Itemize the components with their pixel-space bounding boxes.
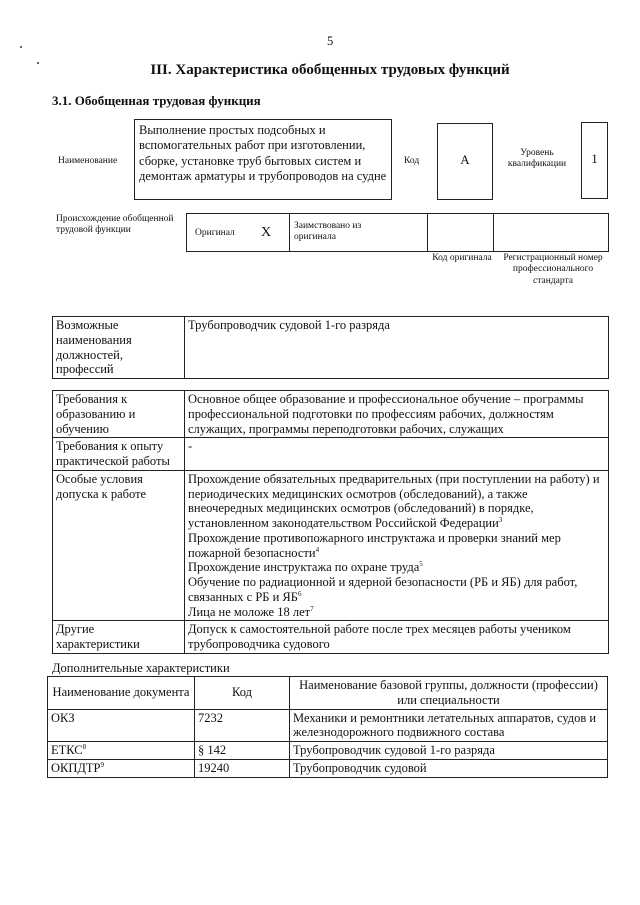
code-value: А	[460, 152, 470, 167]
original-mark: X	[261, 225, 272, 240]
row-name: Трубопроводчик судовой 1-го разряда	[290, 742, 608, 760]
level-value-box	[581, 122, 608, 199]
requirements-table	[52, 390, 609, 654]
footnote-ref: 4	[315, 545, 320, 554]
row-name: Механики и ремонтники летательных аппаратов, судов и железнодорожного подвижного состава	[290, 709, 608, 742]
header-document: Наименование документа	[48, 677, 195, 710]
row-document: ЕТКС$^8$	[48, 742, 195, 760]
education-value: Основное общее образование и профессиональное обучение – программы профессиональной подготовки по профессиям рабочих, должностям служащих, программы переподготовки рабочих, служащих	[185, 391, 609, 438]
positions-value: Трубопроводчик судовой 1-го разряда	[185, 317, 609, 379]
footnote-ref: 6	[297, 589, 302, 598]
special-item: Лица не моложе 18 лет$^7$	[188, 604, 314, 619]
table-row	[48, 759, 608, 777]
special-value	[185, 470, 609, 621]
table-row	[48, 709, 608, 742]
divider	[493, 214, 494, 251]
level-value: 1	[591, 151, 598, 166]
footnote-ref: 3	[498, 515, 503, 524]
borrowed-label: Заимствовано из оригинала	[294, 221, 362, 243]
other-value: Допуск к самостоятельной работе после трех месяцев работы учеником трубопроводчика судового	[185, 621, 609, 654]
divider	[427, 214, 428, 251]
row-code: 7232	[195, 709, 290, 742]
code-original-caption: Код оригинала	[432, 253, 492, 263]
level-label: Уровень квалификации	[507, 148, 567, 170]
additional-title: Дополнительные характеристики	[52, 661, 230, 675]
footnote-ref: 5	[419, 560, 423, 569]
experience-label: Требования к опыту практической работы	[53, 438, 185, 471]
additional-table	[47, 676, 608, 778]
special-item: Прохождение противопожарного инструктажа и проверки знаний мер пожарной безопасности$^4$	[188, 530, 561, 560]
page-number: 5	[327, 34, 334, 48]
row-name: Трубопроводчик судовой	[290, 759, 608, 777]
subsection-title: 3.1. Обобщенная трудовая функция	[52, 93, 261, 108]
special-item: Прохождение обязательных предварительных (при поступлении на работу) и периодических медицинских осмотров (обследований), а также внеочередных медицинских осмотров (обследований) в порядке, установленном законодательством Российской Федерации$^3$	[188, 471, 600, 530]
education-label: Требования к образованию и обучению	[53, 391, 185, 438]
special-item: Обучение по радиационной и ядерной безопасности (РБ и ЯБ) для работ, связанных с РБ и $ЯБ^6$	[188, 575, 578, 604]
scan-speck	[20, 46, 22, 48]
code-label: Код	[404, 156, 420, 166]
row-document: ОКЗ	[48, 709, 195, 742]
scan-speck	[37, 62, 39, 64]
row-code: § 142	[195, 742, 290, 760]
table-row	[48, 742, 608, 760]
experience-value: -	[185, 438, 609, 471]
row-document: ОКПДТР$^9$	[48, 759, 195, 777]
original-label: Оригинал	[195, 228, 235, 238]
positions-label: Возможные наименования должностей, профессий	[53, 317, 185, 379]
code-value-box	[437, 123, 493, 200]
section-title: III. Характеристика обобщенных трудовых функций	[150, 62, 510, 78]
divider	[289, 214, 290, 251]
header-name: Наименование базовой группы, должности (профессии) или специальности	[290, 677, 608, 710]
name-label: Наименование	[58, 156, 118, 166]
footnote-ref: 9	[100, 760, 105, 769]
footnote-ref: 8	[82, 742, 87, 751]
special-item: Прохождение инструктажа по охране труда$^5$	[188, 560, 423, 575]
origin-table	[186, 213, 609, 252]
other-label: Другие характеристики	[53, 621, 185, 654]
header-code: Код	[195, 677, 290, 710]
row-code: 19240	[195, 759, 290, 777]
reg-number-caption: Регистрационный номер профессионального стандарта	[503, 253, 603, 286]
name-value: Выполнение простых подсобных и вспомогательных работ при изготовлении, сборке, установке труб бытовых систем и демонтаж арматуры и трубопроводов на судне	[139, 123, 387, 183]
footnote-ref: 7	[310, 604, 314, 613]
positions-table	[52, 316, 609, 379]
name-value-box	[134, 119, 392, 200]
special-label: Особые условия допуска к работе	[53, 470, 185, 621]
origin-label: Происхождение обобщенной трудовой функции	[56, 214, 174, 236]
